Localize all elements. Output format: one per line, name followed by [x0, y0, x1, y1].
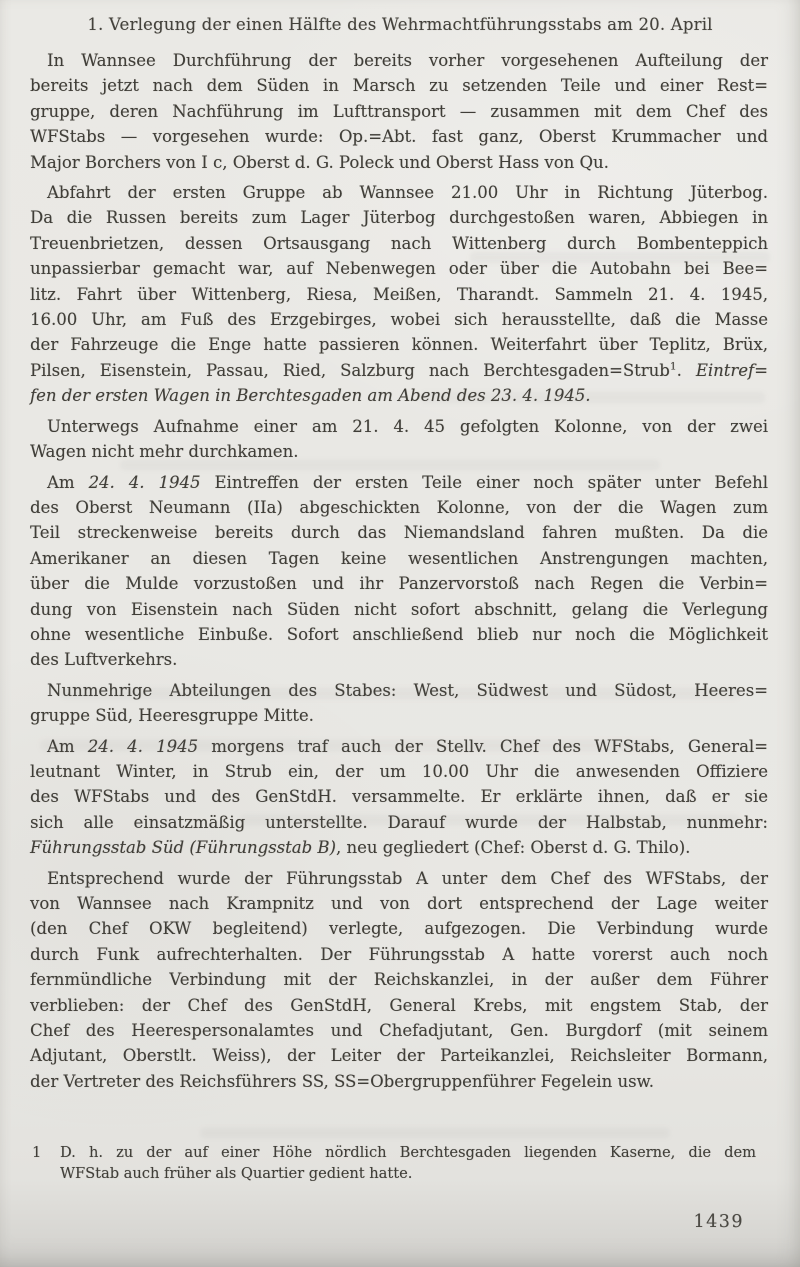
footnote — [30, 1142, 756, 1184]
paragraph — [30, 734, 768, 861]
text-line: der Vertreter des Reichsführers SS, SS=Obergruppenführer Fegelein usw. — [30, 1071, 654, 1091]
text-line: Am 24. 4. 1945 Eintreffen der ersten Teile einer noch später unter Befehl — [47, 472, 769, 492]
text-line: Unterwegs Aufnahme einer am 21. 4. 45 gefolgten Kolonne, von der zwei — [47, 416, 768, 436]
text-line: fen der ersten Wagen in Berchtesgaden am Abend des 23. 4. 1945. — [30, 386, 591, 406]
text-line: Adjutant, Oberstlt. Weiss), der Leiter der Parteikanzlei, Reichsleiter Bormann, — [30, 1046, 768, 1066]
text-body — [30, 48, 768, 1094]
text-line: Treuenbrietzen, dessen Ortsausgang nach Wittenberg durch Bombenteppich — [30, 233, 768, 253]
text-line: Wagen nicht mehr durchkamen. — [30, 442, 299, 462]
text-line: Chef des Heerespersonalamtes und Chefadjutant, Gen. Burgdorf (mit seinem — [30, 1021, 768, 1041]
text-line: Am 24. 4. 1945 morgens traf auch der Stellv. Chef des WFStabs, General= — [47, 736, 769, 756]
text-line: litz. Fahrt über Wittenberg, Riesa, Meißen, Tharandt. Sammeln 21. 4. 1945, — [30, 284, 768, 304]
section-heading: 1. Verlegung der einen Hälfte des Wehrmachtführungsstabs am 20. April — [87, 15, 713, 34]
text-line: von Wannsee nach Krampnitz und von dort entsprechend der Lage weiter — [30, 894, 768, 913]
text-line: Da die Russen bereits zum Lager Jüterbog durchgestoßen waren, Abbiegen in — [30, 208, 768, 228]
text-line: dung von Eisenstein nach Süden nicht sofort abschnitt, gelang die Verlegung — [30, 599, 768, 619]
text-line: Amerikaner an diesen Tagen keine wesentlichen Anstrengungen machten, — [30, 548, 768, 568]
text-line: ohne wesentliche Einbuße. Sofort anschließend blieb nur noch die Möglichkeit — [30, 624, 768, 644]
text-line: des Luftverkehrs. — [30, 650, 178, 670]
paragraph — [30, 678, 768, 729]
text-line: Teil streckenweise bereits durch das Niemandsland fahren mußten. Da die — [30, 523, 768, 543]
text-line: WFStabs — vorgesehen wurde: Op.=Abt. fast ganz, Oberst Krummacher und — [30, 127, 768, 147]
text-line: Nunmehrige Abteilungen des Stabes: West, Südwest und Südost, Heeres= — [47, 680, 768, 700]
footnote-line: WFStab auch früher als Quartier gedient hatte. — [60, 1165, 413, 1182]
paragraph — [30, 866, 768, 1095]
text-line: Major Borchers von I c, Oberst d. G. Poleck und Oberst Hass von Qu. — [30, 152, 609, 172]
text-line: durch Funk aufrechterhalten. Der Führungsstab A hatte vorerst auch noch — [30, 944, 768, 964]
text-line: des Oberst Neumann (IIa) abgeschickten Kolonne, von der die Wagen zum — [30, 497, 768, 517]
footnote-text — [60, 1142, 756, 1184]
text-line: Abfahrt der ersten Gruppe ab Wannsee 21.00 Uhr in Richtung Jüterbog. — [47, 183, 768, 203]
text-line: Entsprechend wurde der Führungsstab A unter dem Chef des WFStabs, der — [47, 868, 768, 888]
text-line: über die Mulde vorzustoßen und ihr Panzervorstoß nach Regen die Verbin= — [30, 574, 768, 594]
footnote-reference: 1 — [669, 360, 677, 373]
paragraph — [30, 180, 768, 409]
text-line: gruppe, deren Nachführung im Lufttransport — zusammen mit dem Chef des — [30, 101, 768, 121]
text-line: fernmündliche Verbindung mit der Reichskanzlei, in der außer dem Führer — [30, 970, 768, 990]
text-line: verblieben: der Chef des GenStdH, General Krebs, mit engstem Stab, der — [30, 995, 768, 1015]
text-line: bereits jetzt nach dem Süden in Marsch zu setzenden Teile und einer Rest= — [30, 76, 768, 96]
paragraph — [30, 48, 768, 175]
page-number: 1439 — [693, 1212, 744, 1232]
text-line: sich alle einsatzmäßig unterstellte. Darauf wurde der Halbstab, nunmehr: — [30, 812, 768, 832]
text-line: leutnant Winter, in Strub ein, der um 10.00 Uhr die anwesenden Offiziere — [30, 761, 768, 781]
paragraph — [30, 470, 768, 673]
text-line: 16.00 Uhr, am Fuß des Erzgebirges, wobei sich herausstellte, daß die Masse — [30, 310, 768, 330]
text-line: Pilsen, Eisenstein, Passau, Ried, Salzburg nach Berchtesgaden=Strub$^1$. Eintref= — [30, 360, 768, 380]
text-line: In Wannsee Durchführung der bereits vorher vorgesehenen Aufteilung der — [47, 51, 768, 70]
footnote-marker: 1 — [32, 1144, 42, 1161]
text-line: Führungsstab Süd (Führungsstab B), neu gegliedert (Chef: Oberst d. G. Thilo). — [30, 838, 691, 858]
footnote-line: D. h. zu der auf einer Höhe nördlich Berchtesgaden liegenden Kaserne, die dem — [60, 1144, 756, 1161]
ink-bleed-smudge — [200, 1128, 670, 1138]
paragraph — [30, 414, 768, 465]
text-line: (den Chef OKW begleitend) verlegte, aufgezogen. Die Verbindung wurde — [30, 919, 768, 939]
text-line: gruppe Süd, Heeresgruppe Mitte. — [30, 706, 314, 726]
text-line: der Fahrzeuge die Enge hatte passieren können. Weiterfahrt über Teplitz, Brüx, — [30, 335, 768, 355]
text-line: unpassierbar gemacht war, auf Nebenwegen oder über die Autobahn bei Bee= — [30, 259, 768, 279]
text-line: des WFStabs und des GenStdH. versammelte. Er erklärte ihnen, daß er sie — [30, 787, 768, 807]
